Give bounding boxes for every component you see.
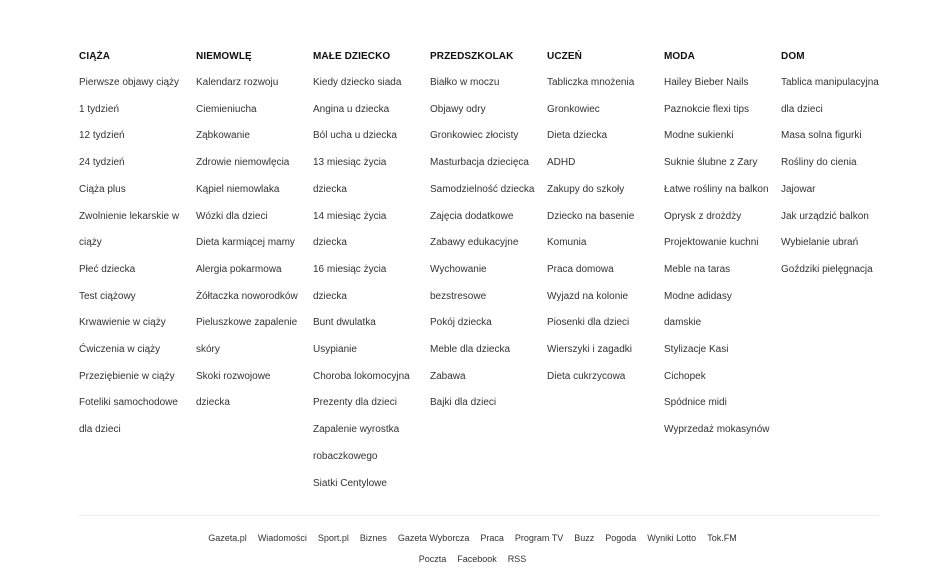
column-heading[interactable]: MODA [664, 51, 695, 62]
footer-link[interactable]: Jak urządzić balkon [781, 210, 869, 222]
column-link-list [196, 70, 313, 417]
footer-link[interactable]: 24 tydzień [79, 157, 125, 169]
footer-link[interactable]: 16 miesiąc życia [313, 263, 387, 275]
footer-link[interactable]: dziecka [313, 183, 347, 195]
column-heading[interactable]: NIEMOWLĘ [196, 51, 252, 62]
footer-link[interactable]: Projektowanie kuchni [664, 237, 759, 249]
footer-link[interactable]: 1 tydzień [79, 103, 120, 115]
footer-link[interactable]: dziecka [313, 290, 347, 302]
footer-column [664, 45, 781, 497]
footer-link[interactable]: Usypianie [313, 344, 357, 356]
footer-link[interactable]: Wierszyki i zagadki [547, 344, 633, 356]
bottom-link[interactable]: Biznes [359, 533, 387, 543]
bottom-link[interactable]: Praca [480, 533, 504, 543]
footer-column [79, 45, 196, 497]
bottom-link[interactable]: Gazeta Wyborcza [397, 533, 470, 543]
footer-link[interactable]: Modne sukienki [664, 130, 734, 142]
footer-link[interactable]: Meble dla dziecka [430, 344, 511, 356]
footer-link[interactable]: damskie [664, 317, 702, 329]
footer-link[interactable]: Ćwiczenia w ciąży [79, 344, 161, 356]
footer-link[interactable]: skóry [196, 344, 220, 356]
footer-link[interactable]: Siatki Centylowe [313, 477, 387, 489]
footer-link[interactable]: Bajki dla dzieci [430, 397, 497, 409]
footer-column [781, 45, 898, 497]
bottom-link[interactable]: Tok.FM [707, 533, 737, 543]
footer-link[interactable]: Stylizacje Kasi [664, 344, 729, 356]
bottom-link[interactable]: Wiadomości [257, 533, 307, 543]
footer-link[interactable]: Ból ucha u dziecka [313, 130, 397, 142]
footer-link[interactable]: Wózki dla dzieci [196, 210, 268, 222]
footer-link[interactable]: Skoki rozwojowe [196, 370, 271, 382]
footer-link[interactable]: Goździki pielęgnacja [781, 263, 873, 275]
footer-link[interactable]: Rośliny do cienia [781, 157, 857, 169]
footer-link[interactable]: robaczkowego [313, 450, 378, 462]
footer-link[interactable]: dziecka [313, 237, 347, 249]
footer-link[interactable]: Alergia pokarmowa [196, 263, 282, 275]
column-heading[interactable]: UCZEŃ [547, 51, 582, 62]
footer-link[interactable]: Ząbkowanie [196, 130, 250, 142]
column-link-list [430, 70, 547, 417]
footer-link[interactable]: Choroba lokomocyjna [313, 370, 410, 382]
footer-link[interactable]: ciąży [79, 237, 102, 249]
bottom-links-row-2 [0, 549, 945, 570]
footer-link[interactable]: Wyjazd na kolonie [547, 290, 629, 302]
footer-link[interactable]: dla dzieci [781, 103, 823, 115]
footer-link[interactable]: Praca domowa [547, 263, 614, 275]
footer-link[interactable]: 12 tydzień [79, 130, 125, 142]
footer-link[interactable]: Test ciążowy [79, 290, 136, 302]
bottom-link[interactable]: RSS [507, 554, 527, 564]
footer-link[interactable]: Wybielanie ubrań [781, 237, 859, 249]
footer-link[interactable]: Gronkowiec [547, 103, 600, 115]
column-link-list [313, 70, 430, 497]
footer-link[interactable]: Zwolnienie lekarskie w [79, 210, 180, 222]
footer-link[interactable]: bezstresowe [430, 290, 487, 302]
footer-link[interactable]: Objawy odry [430, 103, 486, 115]
footer-link[interactable]: Kiedy dziecko siada [313, 77, 402, 88]
footer-link[interactable]: Zajęcia dodatkowe [430, 210, 514, 222]
column-heading[interactable]: CIĄŻA [79, 51, 111, 62]
footer-link[interactable]: Kalendarz rozwoju [196, 77, 279, 88]
footer-columns [79, 45, 898, 497]
bottom-link[interactable]: Pogoda [605, 533, 637, 543]
footer-link[interactable]: Pierwsze objawy ciąży [79, 77, 180, 88]
footer-link[interactable]: Meble na taras [664, 263, 731, 275]
footer-link[interactable]: Zakupy do szkoły [547, 183, 625, 195]
column-heading[interactable]: PRZEDSZKOLAK [430, 51, 514, 62]
column-link-list [547, 70, 664, 390]
footer-link[interactable]: Białko w moczu [430, 77, 500, 88]
bottom-link[interactable]: Buzz [574, 533, 595, 543]
footer-link[interactable]: Pieluszkowe zapalenie [196, 317, 298, 329]
footer-link[interactable]: Komunia [547, 237, 587, 249]
bottom-link[interactable]: Poczta [418, 554, 447, 564]
column-heading[interactable]: MAŁE DZIECKO [313, 51, 391, 62]
footer-link[interactable]: Kąpiel niemowlaka [196, 183, 280, 195]
footer-link[interactable]: Dieta cukrzycowa [547, 370, 626, 382]
footer-link[interactable]: ADHD [547, 157, 576, 169]
footer-link[interactable]: Gronkowiec złocisty [430, 130, 519, 142]
footer-link[interactable]: Krwawienie w ciąży [79, 317, 166, 329]
footer-column [313, 45, 430, 497]
footer-link[interactable]: Ciemieniucha [196, 103, 257, 115]
footer-link[interactable]: dla dzieci [79, 424, 121, 436]
footer-column [196, 45, 313, 497]
footer-link[interactable]: Masa solna figurki [781, 130, 862, 142]
footer-link[interactable]: Cichopek [664, 370, 706, 382]
column-heading[interactable]: DOM [781, 51, 805, 62]
footer-link[interactable]: Zabawy edukacyjne [430, 237, 519, 249]
bottom-link[interactable]: Gazeta.pl [208, 533, 247, 543]
footer-link[interactable]: Dieta dziecka [547, 130, 608, 142]
footer-link[interactable]: Wyprzedaż mokasynów [664, 424, 770, 436]
footer-column [430, 45, 547, 497]
footer-link[interactable]: Suknie ślubne z Zary [664, 157, 758, 169]
column-link-list [781, 70, 898, 284]
column-link-list [79, 70, 196, 444]
footer-link[interactable]: Pokój dziecka [430, 317, 492, 329]
footer-link[interactable]: dziecka [196, 397, 230, 409]
footer-link[interactable]: Paznokcie flexi tips [664, 103, 750, 115]
bottom-link[interactable]: Facebook [457, 554, 497, 564]
footer-divider [79, 515, 879, 516]
bottom-links-row-1 [0, 528, 945, 549]
footer-link[interactable]: Modne adidasy [664, 290, 732, 302]
footer-link[interactable]: Zdrowie niemowlęcia [196, 157, 290, 169]
footer-link[interactable]: Żółtaczka noworodków [196, 290, 298, 302]
footer-link[interactable]: Wychowanie [430, 263, 487, 275]
footer-link[interactable]: Piosenki dla dzieci [547, 317, 630, 329]
footer-link[interactable]: Zabawa [430, 370, 466, 382]
footer-link[interactable]: Łatwe rośliny na balkon [664, 183, 769, 195]
bottom-link[interactable]: Program TV [514, 533, 564, 543]
footer-link[interactable]: Prezenty dla dzieci [313, 397, 397, 409]
footer-link[interactable]: Tablica manipulacyjna [781, 77, 879, 88]
footer-link[interactable]: Zapalenie wyrostka [313, 424, 400, 436]
bottom-links [0, 528, 945, 570]
bottom-link[interactable]: Sport.pl [317, 533, 349, 543]
bottom-link[interactable]: Wyniki Lotto [647, 533, 697, 543]
footer-link[interactable]: Bunt dwulatka [313, 317, 376, 329]
footer-link[interactable]: Jajowar [781, 183, 816, 195]
footer-link[interactable]: Spódnice midi [664, 397, 727, 409]
footer-link[interactable]: Dziecko na basenie [547, 210, 635, 222]
footer-link[interactable]: Ciąża plus [79, 183, 126, 195]
footer-link[interactable]: 13 miesiąc życia [313, 157, 387, 169]
footer-link[interactable]: Angina u dziecka [313, 103, 390, 115]
footer-link[interactable]: Przeziębienie w ciąży [79, 370, 175, 382]
footer-link[interactable]: 14 miesiąc życia [313, 210, 387, 222]
footer-link[interactable]: Płeć dziecka [79, 263, 136, 275]
footer-link[interactable]: Foteliki samochodowe [79, 397, 178, 409]
column-link-list [664, 70, 781, 444]
footer-link[interactable]: Oprysk z drożdży [664, 210, 742, 222]
footer-link[interactable]: Masturbacja dziecięca [430, 157, 529, 169]
footer-column [547, 45, 664, 497]
footer-link[interactable]: Samodzielność dziecka [430, 183, 535, 195]
footer-link[interactable]: Tabliczka mnożenia [547, 77, 635, 88]
footer-link[interactable]: Dieta karmiącej mamy [196, 237, 295, 249]
footer-link[interactable]: Hailey Bieber Nails [664, 77, 749, 88]
